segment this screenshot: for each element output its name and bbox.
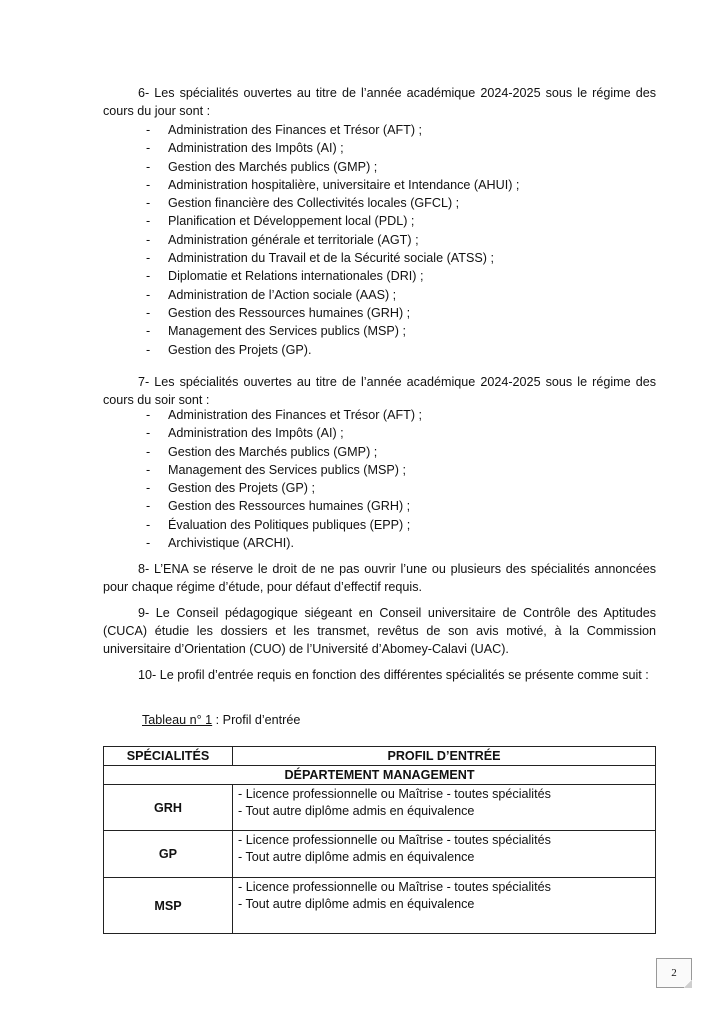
profil-line: - Tout autre diplôme admis en équivalence (238, 850, 475, 864)
list-item: - Gestion des Projets (GP) ; (146, 479, 646, 497)
specialite-cell: GP (104, 831, 233, 878)
section-7-list (146, 406, 646, 552)
list-item: - Management des Services publics (MSP) ; (146, 461, 646, 479)
table-caption-label: Tableau n° 1 (142, 713, 213, 727)
list-item: - Archivistique (ARCHI). (146, 534, 646, 552)
dash-bullet: - (146, 141, 151, 156)
specialite-cell: GRH (104, 785, 233, 831)
profil-cell (233, 785, 656, 831)
header-profil: PROFIL D’ENTRÉE (233, 747, 656, 766)
table-header-row (104, 747, 656, 766)
dash-bullet: - (146, 536, 151, 551)
table-row (104, 785, 656, 831)
department-row (104, 766, 656, 785)
list-item: - Gestion des Projets (GP). (146, 341, 646, 359)
list-item: - Planification et Développement local (PDL) ; (146, 212, 646, 230)
list-item: - Administration des Finances et Trésor (AFT) ; (146, 406, 646, 424)
list-item: - Administration de l’Action sociale (AAS) ; (146, 286, 646, 304)
list-item: - Administration hospitalière, universitaire et Intendance (AHUI) ; (146, 176, 646, 194)
section-6-list (146, 121, 646, 359)
list-item: - Évaluation des Politiques publiques (EPP) ; (146, 516, 646, 534)
list-item: - Gestion des Marchés publics (GMP) ; (146, 158, 646, 176)
list-item: - Administration des Finances et Trésor (AFT) ; (146, 121, 646, 139)
dash-bullet: - (146, 426, 151, 441)
table-caption (142, 713, 300, 727)
list-item: - Gestion des Marchés publics (GMP) ; (146, 443, 646, 461)
list-item: - Diplomatie et Relations internationales (DRI) ; (146, 267, 646, 285)
section-6-intro: 6- Les spécialités ouvertes au titre de l’année académique 2024-2025 sous le régime des cours du jour sont : (103, 86, 656, 119)
department-label: DÉPARTEMENT MANAGEMENT (104, 766, 656, 785)
profil-line: - Licence professionnelle ou Maîtrise - toutes spécialités (238, 880, 551, 894)
dash-bullet: - (146, 159, 151, 174)
section-8: 8- L’ENA se réserve le droit de ne pas ouvrir l’une ou plusieurs des spécialités annoncées pour chaque régime d’étude, pour défaut d’effectif requis. (103, 562, 656, 595)
dash-bullet: - (146, 123, 151, 137)
list-item: - Administration des Impôts (AI) ; (146, 424, 646, 442)
list-item: - Administration du Travail et de la Sécurité sociale (ATSS) ; (146, 249, 646, 267)
profil-cell (233, 831, 656, 878)
specialite-cell: MSP (104, 878, 233, 934)
dash-bullet: - (146, 462, 151, 477)
list-item: - Gestion financière des Collectivités locales (GFCL) ; (146, 194, 646, 212)
profil-line: - Tout autre diplôme admis en équivalence (238, 804, 475, 818)
table-caption-text: : Profil d’entrée (212, 713, 301, 727)
section-10: 10- Le profil d’entrée requis en fonction des différentes spécialités se présente comme suit : (138, 668, 649, 682)
dash-bullet: - (146, 287, 151, 302)
table-row (104, 878, 656, 934)
dash-bullet: - (146, 251, 151, 266)
table-row (104, 831, 656, 878)
dash-bullet: - (146, 481, 151, 496)
profil-line: - Tout autre diplôme admis en équivalence (238, 897, 475, 911)
header-specialites: SPÉCIALITÉS (104, 747, 233, 766)
profil-line: - Licence professionnelle ou Maîtrise - toutes spécialités (238, 787, 551, 801)
profil-line: - Licence professionnelle ou Maîtrise - toutes spécialités (238, 833, 551, 847)
dash-bullet: - (146, 499, 151, 514)
dash-bullet: - (146, 324, 151, 339)
section-9: 9- Le Conseil pédagogique siégeant en Conseil universitaire de Contrôle des Aptitudes (CUCA) étudie les dossiers et les transmet, revêtus de son avis motivé, à la Commission universitaire d’Orientation (CUO) de l’Université d’Abomey-Calavi (UAC). (103, 606, 656, 657)
dash-bullet: - (146, 177, 151, 192)
dash-bullet: - (146, 196, 151, 211)
profil-cell (233, 878, 656, 934)
list-item: - Gestion des Ressources humaines (GRH) ; (146, 497, 646, 515)
page-number: 2 (656, 958, 692, 988)
profile-table (103, 746, 656, 934)
dash-bullet: - (146, 214, 151, 229)
dash-bullet: - (146, 408, 151, 422)
list-item: - Management des Services publics (MSP) ; (146, 322, 646, 340)
list-item: - Administration générale et territoriale (AGT) ; (146, 231, 646, 249)
dash-bullet: - (146, 305, 151, 320)
dash-bullet: - (146, 232, 151, 247)
list-item: - Gestion des Ressources humaines (GRH) ; (146, 304, 646, 322)
section-7-intro: 7- Les spécialités ouvertes au titre de l’année académique 2024-2025 sous le régime des cours du soir sont : (103, 375, 656, 408)
dash-bullet: - (146, 342, 151, 357)
dash-bullet: - (146, 444, 151, 459)
dash-bullet: - (146, 269, 151, 284)
list-item: - Administration des Impôts (AI) ; (146, 139, 646, 157)
dash-bullet: - (146, 517, 151, 532)
